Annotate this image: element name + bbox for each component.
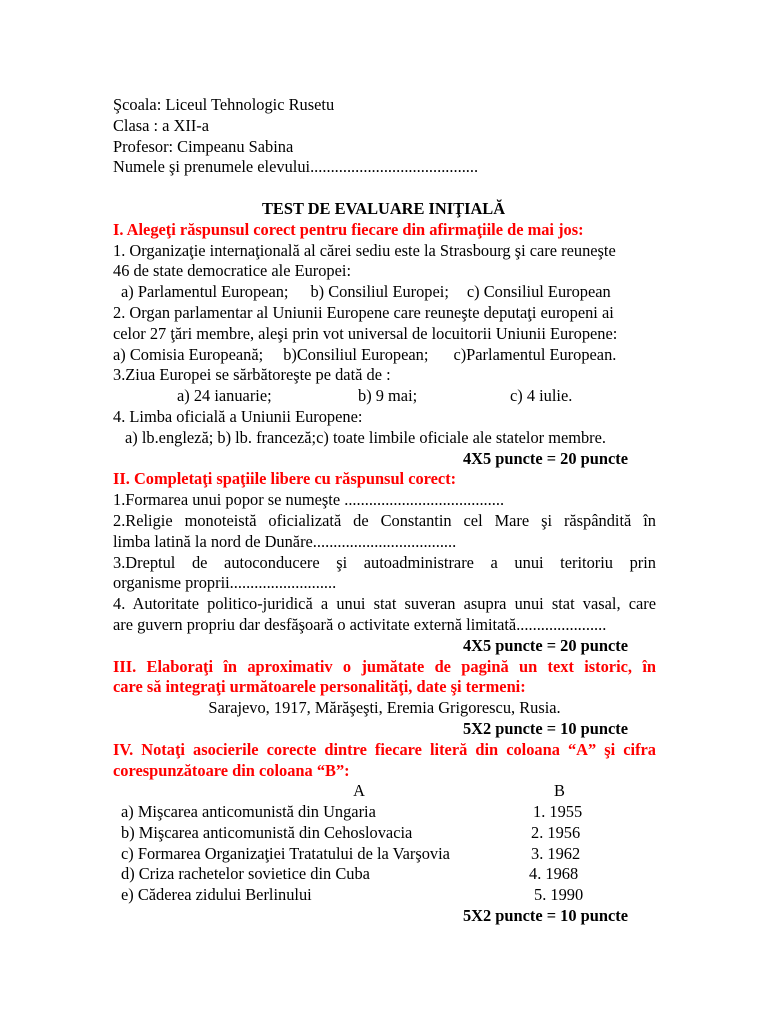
q1-option-b: b) Consiliul Europei; xyxy=(310,282,449,302)
section1-q2-line1: 2. Organ parlamentar al Uniunii Europene care reuneşte deputaţi europeni ai xyxy=(113,302,614,322)
section1-q1-options xyxy=(113,282,656,303)
q2-option-c: c)Parlamentul European. xyxy=(453,344,617,364)
row-b-text: 1. 1955 xyxy=(533,802,583,822)
association-row xyxy=(113,885,656,906)
association-row xyxy=(113,823,656,844)
section2-heading: II. Completaţi spaţiile libere cu răspunsul corect: xyxy=(113,469,457,489)
section3-heading-line1: III. Elaboraţi în aproximativ o jumătate de pagină un text istoric, în xyxy=(113,656,656,676)
section4-points: 5X2 puncte = 10 puncte xyxy=(462,906,628,926)
section2-q2-line2: limba latină la nord de Dunăre................................... xyxy=(113,531,457,551)
section4-column-headers xyxy=(113,781,656,802)
q3-option-a: a) 24 ianuarie; xyxy=(177,386,272,406)
section1-q3-options xyxy=(113,386,656,407)
section2-q3-line1: 3.Dreptul de autoconducere şi autoadministrare a unui teritoriu prin xyxy=(113,552,656,572)
section2-q4-line2: are guvern propriu dar desfăşoară o activitate externă limitată...................... xyxy=(113,614,607,634)
section2-q2-line1: 2.Religie monoteistă oficializată de Constantin cel Mare şi răspândită în xyxy=(113,510,656,530)
section2-q1: 1.Formarea unui popor se numeşte ....................................... xyxy=(113,490,505,510)
school-line: Şcoala: Liceul Tehnologic Rusetu xyxy=(113,95,335,114)
section1-q2-options xyxy=(113,345,656,366)
section1-q4-line1: 4. Limba oficială a Uniunii Europene: xyxy=(113,406,363,426)
row-a-text: d) Criza rachetelor sovietice din Cuba xyxy=(121,864,370,884)
section1-q4-options: a) lb.engleză; b) lb. franceză;c) toate limbile oficiale ale statelor membre. xyxy=(125,427,607,447)
section2-q3-line2: organisme proprii.......................... xyxy=(113,573,337,593)
q1-option-a: a) Parlamentul European; xyxy=(121,282,289,302)
association-row xyxy=(113,844,656,865)
class-line: Clasa : a XII-a xyxy=(113,115,210,135)
section4-heading-line1: IV. Notaţi asocierile corecte dintre fiecare literă din coloana “A” şi cifra xyxy=(113,739,656,759)
spacer xyxy=(113,178,656,199)
row-b-text: 5. 1990 xyxy=(534,885,584,905)
section1-q2-line2: celor 27 ţări membre, aleşi prin vot universal de locuitorii Uniunii Europene: xyxy=(113,323,618,343)
student-name-line: Numele şi prenumele elevului......................................... xyxy=(113,157,479,177)
section2-q4-line1: 4. Autoritate politico-juridică a unui stat suveran asupra unui stat vasal, care xyxy=(113,594,656,614)
row-b-text: 4. 1968 xyxy=(529,864,579,884)
row-a-text: b) Mişcarea anticomunistă din Cehoslovacia xyxy=(121,822,413,842)
section3-heading-line2: care să integraţi următoarele personalităţi, date şi termeni: xyxy=(113,677,526,697)
section3-terms: Sarajevo, 1917, Mărăşeşti, Eremia Grigorescu, Rusia. xyxy=(208,698,561,718)
row-b-text: 2. 1956 xyxy=(531,822,581,842)
q2-option-a: a) Comisia Europeană; xyxy=(113,344,264,364)
section2-points: 4X5 puncte = 20 puncte xyxy=(462,635,628,655)
row-a-text: c) Formarea Organizaţiei Tratatului de la Varşovia xyxy=(121,843,450,863)
row-b-text: 3. 1962 xyxy=(531,843,581,863)
q3-option-b: b) 9 mai; xyxy=(358,386,418,406)
test-title: TEST DE EVALUARE INIŢIALĂ xyxy=(262,198,506,218)
section1-q3-line1: 3.Ziua Europei se sărbătoreşte pe dată de : xyxy=(113,365,391,385)
document-body xyxy=(113,95,656,927)
section1-points: 4X5 puncte = 20 puncte xyxy=(462,448,628,468)
q2-option-b: b)Consiliul European; xyxy=(283,344,429,364)
column-b-header: B xyxy=(554,781,565,801)
association-row xyxy=(113,802,656,823)
section1-heading: I. Alegeţi răspunsul corect pentru fiecare din afirmaţiile de mai jos: xyxy=(113,219,584,239)
row-a-text: e) Căderea zidului Berlinului xyxy=(121,885,312,905)
q1-option-c: c) Consiliul European xyxy=(466,282,611,302)
section3-points: 5X2 puncte = 10 puncte xyxy=(462,718,628,738)
section1-q1-line1: 1. Organizaţie internaţională al cărei sediu este la Strasbourg şi care reuneşte xyxy=(113,240,616,260)
row-a-text: a) Mişcarea anticomunistă din Ungaria xyxy=(121,802,376,822)
section4-heading-line2: corespunzătoare din coloana “B”: xyxy=(113,760,350,780)
association-row xyxy=(113,864,656,885)
column-a-header: A xyxy=(353,781,365,801)
section1-q1-line2: 46 de state democratice ale Europei: xyxy=(113,261,352,281)
q3-option-c: c) 4 iulie. xyxy=(510,386,573,406)
teacher-line: Profesor: Cimpeanu Sabina xyxy=(113,136,294,156)
